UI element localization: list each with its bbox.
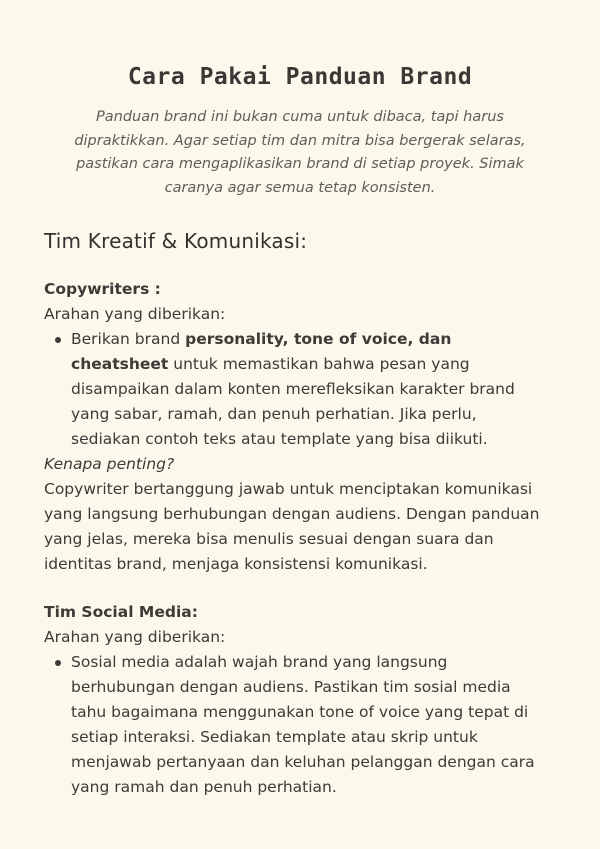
page-title: Cara Pakai Panduan Brand bbox=[127, 64, 473, 90]
copywriters-block bbox=[44, 277, 544, 577]
social-media-arahan-label: Arahan yang diberikan: bbox=[44, 628, 226, 646]
bullet-text-pre: Berikan brand bbox=[71, 330, 186, 348]
copywriters-arahan-label: Arahan yang diberikan: bbox=[44, 305, 226, 323]
copywriters-list bbox=[44, 327, 544, 452]
why-important-label: Kenapa penting? bbox=[44, 455, 175, 473]
social-media-label: Tim Social Media: bbox=[44, 603, 198, 621]
why-important-text: Copywriter bertanggung jawab untuk menciptakan komunikasi yang langsung berhubungan dengan audiens. Dengan panduan yang jelas, mereka bisa menulis sesuai dengan suara dan identitas brand, menjaga konsistensi komunikasi. bbox=[44, 480, 540, 573]
list-item bbox=[71, 327, 544, 452]
social-media-list bbox=[44, 650, 544, 800]
social-media-bullet-text: Sosial media adalah wajah brand yang langsung berhubungan dengan audiens. Pastikan tim sosial media tahu bagaimana menggunakan tone of voice yang tepat di setiap interaksi. Sediakan template atau skrip untuk menjawab pertanyaan dan keluhan pelanggan dengan cara yang ramah dan penuh perhatian. bbox=[71, 653, 535, 796]
bullet-text-post: untuk memastikan bahwa pesan yang disampaikan dalam konten merefleksikan karakter brand yang sabar, ramah, dan penuh perhatian. Jika perlu, sediakan contoh teks atau template yang bisa diikuti. bbox=[71, 355, 515, 448]
intro-paragraph: Panduan brand ini bukan cuma untuk dibaca, tapi harus dipraktikkan. Agar setiap tim dan mitra bisa bergerak selaras, pastikan cara mengaplikasikan brand di setiap proyek. Simak caranya agar semua tetap konsisten. bbox=[74, 109, 526, 196]
copywriters-label: Copywriters : bbox=[44, 280, 161, 298]
bullet-dot-icon bbox=[55, 337, 61, 343]
bullet-text-bold: personality, tone of voice, dan cheatsheet bbox=[71, 330, 452, 373]
section-title: Tim Kreatif & Komunikasi: bbox=[44, 229, 308, 253]
social-media-block bbox=[44, 600, 544, 800]
list-item bbox=[71, 650, 544, 800]
bullet-dot-icon bbox=[55, 660, 61, 666]
